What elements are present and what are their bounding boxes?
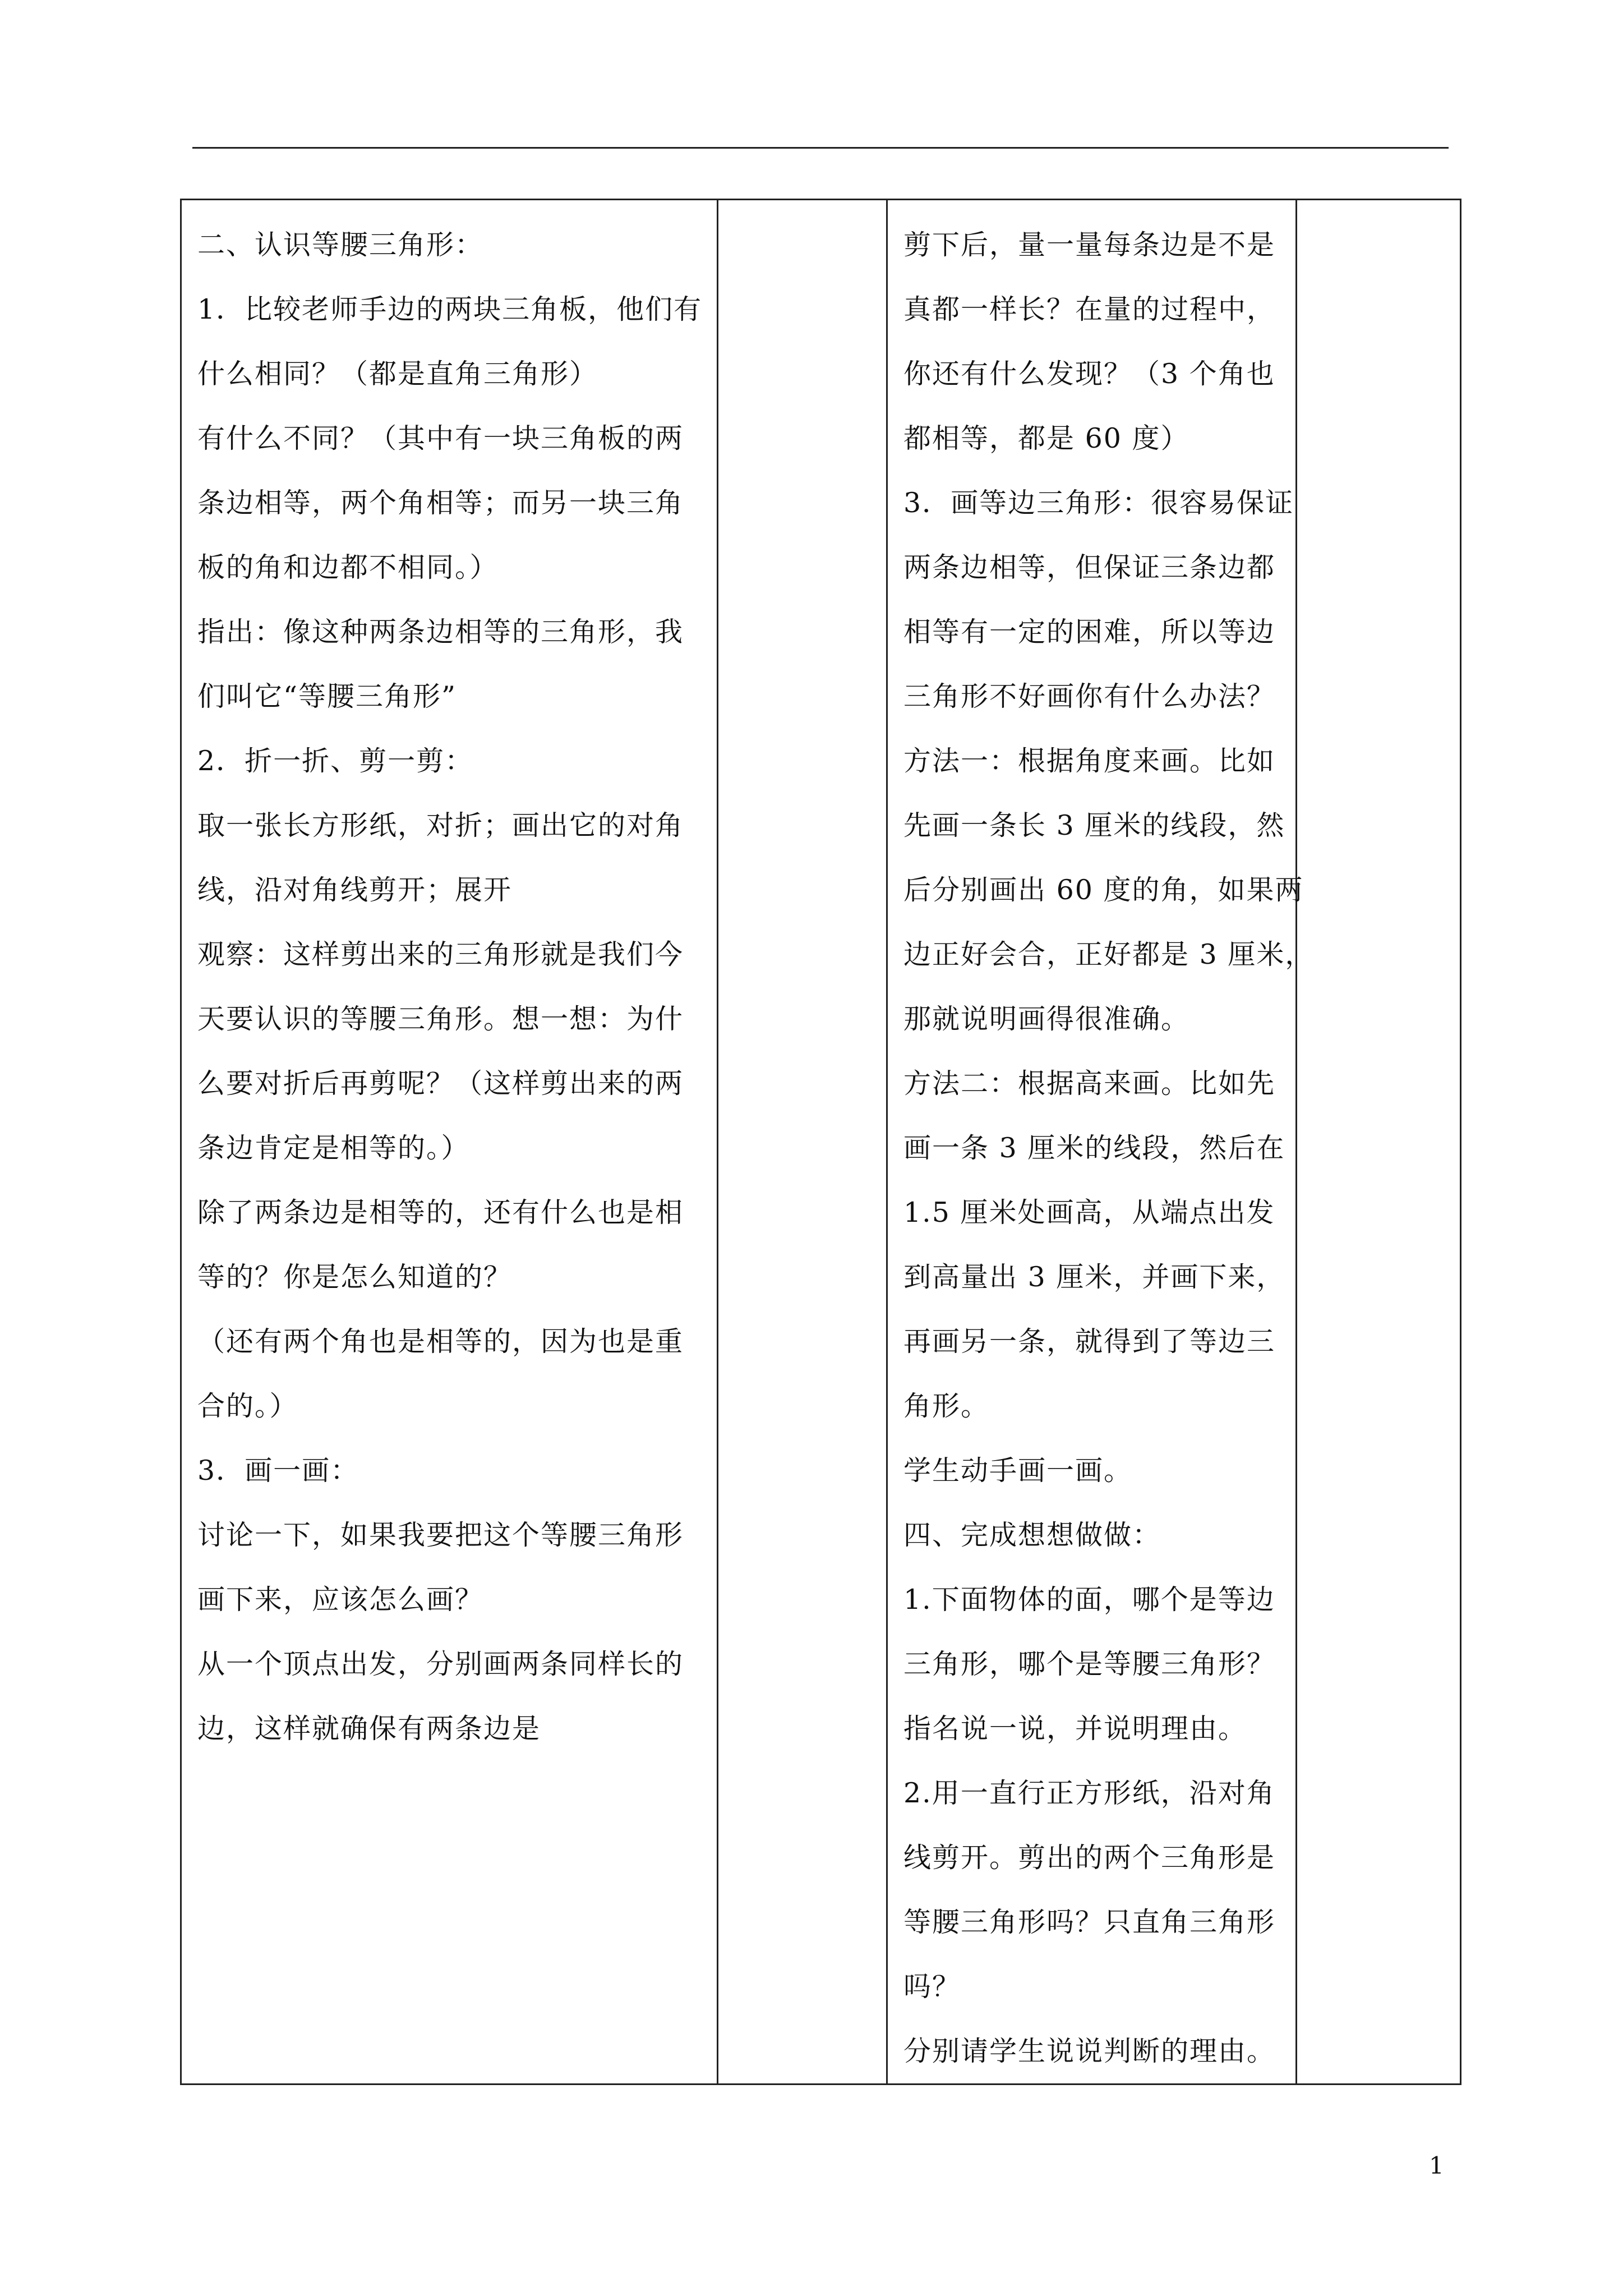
header-rule [192,147,1449,149]
text-line: 板的角和边都不相同。） [197,551,499,583]
text-line: 等的？你是怎么知道的？ [197,1261,513,1293]
text-line: 先画一条长 3 厘米的线段，然 [903,809,1285,841]
text-line: 三角形，哪个是等腰三角形？ [903,1648,1276,1680]
text-line: 天要认识的等腰三角形。想一想：为什 [197,1003,684,1035]
text-line: 画一条 3 厘米的线段，然后在 [903,1132,1285,1164]
text-line: 线，沿对角线剪开；展开 [197,874,513,906]
text-line: 1.5 厘米处画高，从端点出发 [903,1197,1275,1228]
text-line: 你还有什么发现？（3 个角也 [903,358,1275,390]
text-line: 指出：像这种两条边相等的三角形，我 [197,616,684,648]
text-line: 1．比较老师手边的两块三角板，他们有 [197,293,703,325]
text-line: 边，这样就确保有两条边是 [197,1713,541,1745]
page-number: 1 [1429,2152,1444,2179]
teaching-activity-text [888,200,1314,2083]
text-line: 相等有一定的困难，所以等边 [903,616,1276,648]
teaching-activity-cell [887,200,1314,2085]
text-line: 两条边相等，但保证三条边都 [903,551,1276,583]
text-line: 学生动手画一画。 [903,1455,1133,1487]
text-line: 3．画等边三角形：很容易保证 [903,487,1294,519]
text-line: 2.用一直行正方形纸，沿对角 [903,1777,1275,1809]
text-line: 么要对折后再剪呢？（这样剪出来的两 [197,1068,684,1099]
teaching-process-text [182,200,717,1761]
empty-cell [718,200,887,2085]
lesson-plan-table [180,199,1461,2085]
table-row [181,200,1461,2085]
text-line: 2．折一折、剪一剪： [197,745,474,777]
text-line: 方法一：根据角度来画。比如 [903,745,1276,777]
text-line: 边正好会合，正好都是 3 厘米， [903,938,1314,970]
text-line: 合的。） [197,1390,298,1422]
text-line: 线剪开。剪出的两个三角形是 [903,1842,1276,1874]
text-line: 条边相等，两个角相等；而另一块三角 [197,487,684,519]
text-line: 再画另一条，就得到了等边三 [903,1326,1276,1358]
text-line: 3．画一画： [197,1455,359,1487]
text-line: 吗？ [903,1971,961,2003]
text-line: 什么相同？（都是直角三角形） [197,358,598,390]
text-line: 那就说明画得很准确。 [903,1003,1190,1035]
text-line: 观察：这样剪出来的三角形就是我们今 [197,938,684,970]
text-line: 取一张长方形纸，对折；画出它的对角 [197,809,684,841]
text-line: 真都一样长？在量的过程中， [903,293,1276,325]
text-line: 二、认识等腰三角形： [197,229,484,261]
text-line: 四、完成想想做做： [903,1519,1161,1551]
text-line: 后分别画出 60 度的角，如果两 [903,874,1304,906]
text-line: 画下来，应该怎么画？ [197,1584,484,1616]
text-line: 指名说一说，并说明理由。 [903,1713,1247,1745]
text-line: 剪下后，量一量每条边是不是 [903,229,1276,261]
text-line: 分别请学生说说判断的理由。 [903,2035,1276,2067]
text-line: 等腰三角形吗？只直角三角形 [903,1906,1276,1938]
text-line: 除了两条边是相等的，还有什么也是相 [197,1197,684,1228]
empty-cell [1297,200,1461,2085]
teaching-process-cell [181,200,718,2085]
text-line: 都相等，都是 60 度） [903,422,1189,454]
text-line: （还有两个角也是相等的，因为也是重 [197,1326,684,1358]
text-line: 们叫它“等腰三角形” [197,680,457,712]
text-line: 从一个顶点出发，分别画两条同样长的 [197,1648,684,1680]
text-line: 讨论一下，如果我要把这个等腰三角形 [197,1519,684,1551]
text-line: 条边肯定是相等的。） [197,1132,470,1164]
text-line: 角形。 [903,1390,990,1422]
text-line: 方法二：根据高来画。比如先 [903,1068,1276,1099]
text-line: 到高量出 3 厘米，并画下来， [903,1261,1285,1293]
text-line: 1.下面物体的面，哪个是等边 [903,1584,1275,1616]
text-line: 三角形不好画你有什么办法？ [903,680,1276,712]
text-line: 有什么不同？（其中有一块三角板的两 [197,422,684,454]
